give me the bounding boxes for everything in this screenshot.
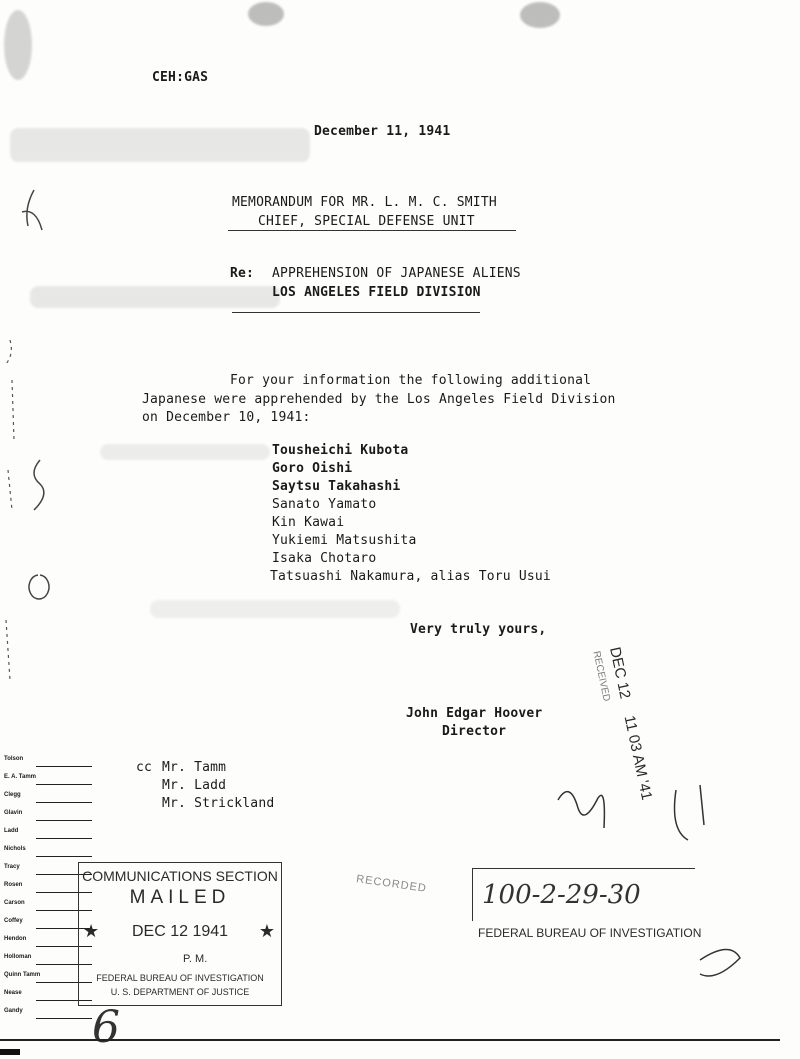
routing-label: E. A. Tamm [4, 774, 37, 780]
signatory-name: John Edgar Hoover [406, 706, 543, 721]
routing-label: Tolson [4, 756, 24, 762]
body-line-3: on December 10, 1941: [142, 410, 311, 425]
routing-label: Nease [4, 990, 22, 996]
apprehended-name: Tatsuashi Nakamura, alias Toru Usui [270, 569, 551, 584]
stamp-agency: FEDERAL BUREAU OF INVESTIGATION [96, 973, 264, 983]
reference-initials: CEH:GAS [152, 70, 209, 85]
stamp-department: U. S. DEPARTMENT OF JUSTICE [110, 987, 250, 997]
apprehended-name: Sanato Yamato [272, 497, 377, 512]
apprehended-name: Isaka Chotaro [272, 551, 377, 566]
body-line-2: Japanese were apprehended by the Los Angeles Field Division [142, 392, 616, 407]
routing-label: Gandy [4, 1008, 23, 1014]
closing-salutation: Very truly yours, [410, 622, 547, 637]
recorded-stamp: RECORDED [355, 873, 428, 895]
memo-addressee: MEMORANDUM FOR MR. L. M. C. SMITH [232, 195, 497, 210]
stamp-section: COMMUNICATIONS SECTION [82, 868, 278, 884]
stamp-status: MAILED [129, 887, 231, 908]
stamp-star-icon: ★ [258, 921, 275, 941]
received-label: RECEIVED [590, 650, 612, 703]
stamp-time: P. M. [183, 953, 208, 965]
file-number: 100-2-29-30 [482, 880, 641, 910]
received-time: 11 03 AM '41 [620, 713, 656, 802]
file-stamp-agency: FEDERAL BUREAU OF INVESTIGATION [478, 926, 702, 940]
routing-label: Tracy [4, 864, 20, 870]
apprehended-name: Tousheichi Kubota [272, 443, 409, 458]
cc-recipient: Mr. Ladd [162, 778, 227, 793]
routing-label: Ladd [4, 828, 19, 834]
routing-label: Carson [4, 900, 25, 906]
apprehended-name: Kin Kawai [272, 515, 345, 530]
routing-label: Hendon [4, 936, 27, 942]
subject-label: Re: [230, 266, 255, 281]
received-date: DEC 12 [606, 645, 634, 701]
memo-addressee-title: CHIEF, SPECIAL DEFENSE UNIT [258, 214, 475, 229]
stamp-star-icon: ★ [83, 921, 100, 941]
subject-line-2: LOS ANGELES FIELD DIVISION [272, 285, 481, 300]
cc-recipient: Mr. Tamm [162, 760, 227, 775]
routing-label: Glavin [4, 810, 23, 816]
apprehended-name: Goro Oishi [272, 461, 353, 476]
stamp-date: DEC 12 1941 [131, 923, 229, 940]
margin-note: 6 [92, 1002, 120, 1053]
signatory-title: Director [442, 724, 507, 739]
routing-label: Coffey [4, 918, 23, 924]
cc-recipient: Mr. Strickland [162, 796, 275, 811]
document-date: December 11, 1941 [314, 124, 451, 139]
apprehended-name: Saytsu Takahashi [272, 479, 401, 494]
routing-label: Clegg [4, 792, 21, 798]
routing-label: Quinn Tamm [4, 972, 41, 978]
subject-line-1: APPREHENSION OF JAPANESE ALIENS [272, 266, 521, 281]
routing-label: Nichols [4, 846, 26, 852]
routing-label: Holloman [4, 954, 32, 960]
apprehended-name: Yukiemi Matsushita [272, 533, 417, 548]
routing-label: Rosen [4, 882, 23, 888]
body-line-1: For your information the following additional [230, 373, 592, 388]
cc-label: cc [136, 760, 153, 775]
